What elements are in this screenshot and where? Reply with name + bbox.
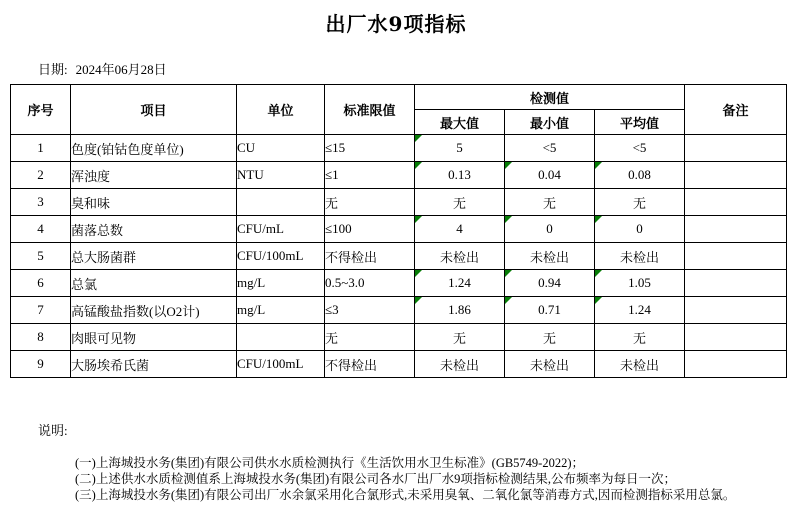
- row-remark-cell: [685, 189, 787, 216]
- row-max-cell-text: 未检出: [439, 249, 479, 265]
- row-min-cell: [505, 270, 595, 297]
- stored-as-text-indicator-icon: [595, 270, 602, 277]
- row-remark-cell: [685, 135, 787, 162]
- notes-section: [0, 420, 792, 503]
- row-avg-cell: [595, 243, 685, 270]
- table-row: [11, 216, 787, 243]
- row-standard-cell-text: 无: [325, 330, 339, 346]
- row-index-cell-text: 9: [37, 356, 44, 371]
- row-standard-cell-text: 0.5~3.0: [325, 275, 365, 290]
- row-avg-cell-text: 无: [633, 195, 647, 211]
- row-index-cell: [11, 270, 71, 297]
- page-title: 出厂水9项指标: [325, 12, 467, 36]
- row-index-cell: [11, 162, 71, 189]
- table-row: [11, 270, 787, 297]
- row-item-cell: [71, 324, 237, 351]
- row-avg-cell-text: 无: [633, 330, 647, 346]
- row-item-cell-text: 总氯: [71, 276, 98, 292]
- row-unit-cell: [237, 351, 325, 378]
- row-item-cell-text: 高锰酸盐指数(以O2计): [71, 303, 200, 319]
- row-unit-cell: [237, 189, 325, 216]
- row-index-cell: [11, 135, 71, 162]
- table-row: [11, 162, 787, 189]
- row-item-cell-text: 菌落总数: [71, 222, 124, 238]
- row-standard-cell: [325, 297, 415, 324]
- row-index-cell-text: 8: [37, 329, 44, 344]
- row-unit-cell: [237, 216, 325, 243]
- row-min-cell: [505, 324, 595, 351]
- row-item-cell-text: 浑浊度: [71, 168, 111, 184]
- header-min: 最小值: [505, 110, 595, 135]
- row-standard-cell: [325, 243, 415, 270]
- row-standard-cell: [325, 162, 415, 189]
- row-avg-cell: [595, 162, 685, 189]
- row-min-cell-text: 未检出: [529, 357, 569, 373]
- row-min-cell-text: 0: [546, 221, 553, 236]
- stored-as-text-indicator-icon: [415, 216, 422, 223]
- row-avg-cell-text: 未检出: [620, 357, 660, 373]
- row-min-cell-text: <5: [542, 140, 557, 155]
- row-item-cell: [71, 270, 237, 297]
- table-row: [11, 189, 787, 216]
- row-index-cell: [11, 297, 71, 324]
- row-min-cell-text: 0.94: [538, 275, 561, 290]
- row-min-cell: [505, 162, 595, 189]
- row-unit-cell-text: CFU/100mL: [237, 356, 304, 371]
- row-unit-cell: [237, 324, 325, 351]
- row-max-cell-text: 无: [452, 330, 466, 346]
- stored-as-text-indicator-icon: [505, 270, 512, 277]
- row-min-cell-text: 无: [542, 330, 556, 346]
- row-remark-cell: [685, 270, 787, 297]
- row-min-cell: [505, 216, 595, 243]
- row-item-cell: [71, 189, 237, 216]
- row-max-cell: [415, 324, 505, 351]
- table-header-row-1: [11, 85, 787, 110]
- row-standard-cell: [325, 351, 415, 378]
- row-index-cell: [11, 189, 71, 216]
- row-item-cell: [71, 297, 237, 324]
- header-index: 序号: [11, 85, 71, 135]
- row-item-cell-text: 大肠埃希氏菌: [71, 357, 150, 373]
- row-max-cell: [415, 297, 505, 324]
- table-header: [11, 85, 787, 135]
- row-unit-cell: [237, 162, 325, 189]
- row-unit-cell-text: CFU/mL: [237, 221, 284, 236]
- stored-as-text-indicator-icon: [595, 216, 602, 223]
- row-standard-cell-text: ≤15: [325, 140, 346, 155]
- row-standard-cell: [325, 135, 415, 162]
- row-index-cell-text: 5: [37, 248, 44, 263]
- row-remark-cell: [685, 351, 787, 378]
- row-item-cell-text: 肉眼可见物: [71, 330, 137, 346]
- row-min-cell-text: 0.71: [538, 302, 561, 317]
- row-avg-cell: [595, 216, 685, 243]
- row-max-cell: [415, 216, 505, 243]
- row-max-cell: [415, 270, 505, 297]
- row-standard-cell-text: ≤3: [325, 302, 339, 317]
- row-unit-cell-text: mg/L: [237, 302, 266, 317]
- row-index-cell-text: 7: [37, 302, 44, 317]
- row-standard-cell: [325, 189, 415, 216]
- row-item-cell-text: 色度(铂钴色度单位): [71, 141, 184, 157]
- stored-as-text-indicator-icon: [415, 270, 422, 277]
- row-unit-cell-text: CFU/100mL: [237, 248, 304, 263]
- note-item: (三)上海城投水务(集团)有限公司出厂水余氯采用化合氯形式,未采用臭氧、二氧化氯等消毒方式,因而检测指标采用总氯。: [75, 488, 736, 502]
- notes-list: [0, 455, 792, 503]
- row-standard-cell-text: 无: [325, 195, 339, 211]
- header-remark: 备注: [685, 85, 787, 135]
- row-index-cell-text: 4: [37, 221, 44, 236]
- note-item: (二)上述供水水质检测值系上海城投水务(集团)有限公司各水厂出厂水9项指标检测结果,公布频率为每日一次；: [75, 472, 677, 486]
- row-index-cell-text: 6: [37, 275, 44, 290]
- row-item-cell: [71, 243, 237, 270]
- row-item-cell: [71, 216, 237, 243]
- row-min-cell-text: 未检出: [529, 249, 569, 265]
- row-standard-cell-text: ≤100: [325, 221, 352, 236]
- row-max-cell-text: 5: [456, 140, 463, 155]
- header-max: 最大值: [415, 110, 505, 135]
- stored-as-text-indicator-icon: [415, 135, 422, 142]
- row-item-cell-text: 总大肠菌群: [71, 249, 137, 265]
- row-avg-cell-text: 1.24: [628, 302, 651, 317]
- row-avg-cell-text: 0.08: [628, 167, 651, 182]
- table-row: [11, 297, 787, 324]
- header-item: 项目: [71, 85, 237, 135]
- row-unit-cell: [237, 135, 325, 162]
- row-avg-cell: [595, 270, 685, 297]
- row-max-cell: [415, 243, 505, 270]
- table-row: [11, 324, 787, 351]
- stored-as-text-indicator-icon: [415, 162, 422, 169]
- row-unit-cell: [237, 297, 325, 324]
- row-index-cell: [11, 351, 71, 378]
- row-remark-cell: [685, 216, 787, 243]
- row-index-cell-text: 3: [37, 194, 44, 209]
- row-avg-cell: [595, 351, 685, 378]
- stored-as-text-indicator-icon: [505, 216, 512, 223]
- row-avg-cell-text: 0: [636, 221, 643, 236]
- row-standard-cell-text: 不得检出: [325, 249, 378, 265]
- row-item-cell: [71, 135, 237, 162]
- row-remark-cell: [685, 324, 787, 351]
- stored-as-text-indicator-icon: [595, 162, 602, 169]
- note-item: (一)上海城投水务(集团)有限公司供水水质检测执行《生活饮用水卫生标准》(GB5749-2022)；: [75, 456, 585, 470]
- row-standard-cell: [325, 324, 415, 351]
- row-item-cell: [71, 351, 237, 378]
- table-row: [11, 135, 787, 162]
- row-avg-cell-text: <5: [632, 140, 647, 155]
- water-quality-table: [10, 84, 787, 378]
- row-min-cell: [505, 297, 595, 324]
- row-item-cell: [71, 162, 237, 189]
- stored-as-text-indicator-icon: [505, 162, 512, 169]
- row-index-cell: [11, 243, 71, 270]
- row-standard-cell-text: 不得检出: [325, 357, 378, 373]
- row-max-cell-text: 1.24: [448, 275, 471, 290]
- row-standard-cell: [325, 270, 415, 297]
- row-max-cell: [415, 162, 505, 189]
- row-unit-cell-text: NTU: [237, 167, 264, 182]
- row-min-cell: [505, 351, 595, 378]
- row-max-cell-text: 0.13: [448, 167, 471, 182]
- row-remark-cell: [685, 243, 787, 270]
- row-max-cell-text: 未检出: [439, 357, 479, 373]
- row-max-cell-text: 1.86: [448, 302, 471, 317]
- notes-label: 说明:: [38, 423, 68, 438]
- table-row: [11, 351, 787, 378]
- stored-as-text-indicator-icon: [415, 297, 422, 304]
- row-min-cell: [505, 243, 595, 270]
- row-standard-cell: [325, 216, 415, 243]
- row-min-cell-text: 0.04: [538, 167, 561, 182]
- row-avg-cell-text: 1.05: [628, 275, 651, 290]
- row-index-cell: [11, 324, 71, 351]
- date-value: 2024年06月28日: [75, 62, 167, 77]
- row-unit-cell-text: CU: [237, 140, 256, 155]
- row-max-cell: [415, 351, 505, 378]
- header-detection: 检测值: [415, 85, 685, 110]
- row-index-cell-text: 1: [37, 140, 44, 155]
- table-body: [11, 135, 787, 378]
- row-remark-cell: [685, 297, 787, 324]
- row-avg-cell: [595, 189, 685, 216]
- row-max-cell: [415, 135, 505, 162]
- row-remark-cell: [685, 162, 787, 189]
- row-max-cell-text: 4: [456, 221, 463, 236]
- row-min-cell: [505, 189, 595, 216]
- row-index-cell-text: 2: [37, 167, 44, 182]
- row-min-cell-text: 无: [542, 195, 556, 211]
- date-label: 日期:: [38, 62, 68, 77]
- row-standard-cell-text: ≤1: [325, 167, 339, 182]
- row-max-cell-text: 无: [452, 195, 466, 211]
- table-row: [11, 243, 787, 270]
- row-max-cell: [415, 189, 505, 216]
- row-avg-cell-text: 未检出: [620, 249, 660, 265]
- row-unit-cell-text: mg/L: [237, 275, 266, 290]
- header-standard: 标准限值: [325, 85, 415, 135]
- row-min-cell: [505, 135, 595, 162]
- row-unit-cell: [237, 270, 325, 297]
- header-avg: 平均值: [595, 110, 685, 135]
- row-avg-cell: [595, 135, 685, 162]
- report-date: [38, 59, 792, 78]
- stored-as-text-indicator-icon: [595, 297, 602, 304]
- header-unit: 单位: [237, 85, 325, 135]
- row-avg-cell: [595, 324, 685, 351]
- stored-as-text-indicator-icon: [505, 297, 512, 304]
- row-avg-cell: [595, 297, 685, 324]
- row-index-cell: [11, 216, 71, 243]
- row-item-cell-text: 臭和味: [71, 195, 111, 211]
- row-unit-cell: [237, 243, 325, 270]
